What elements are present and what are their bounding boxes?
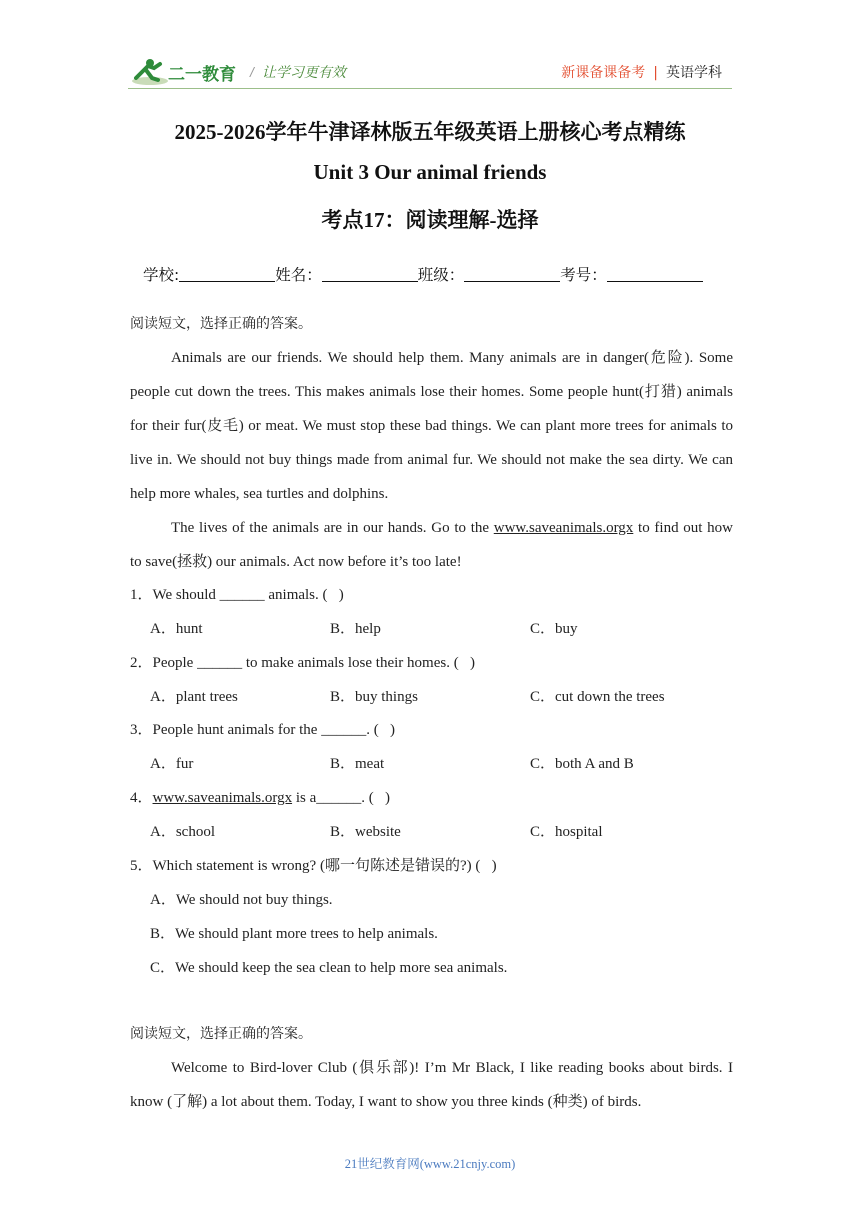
instruction-2: 阅读短文，选择正确的答案。 [130, 1026, 312, 1042]
student-info-row [143, 263, 703, 285]
logo-text: 二一教育 [168, 65, 236, 85]
q2-option-a[interactable]: A．plant trees [150, 689, 238, 705]
class-field[interactable] [464, 267, 560, 282]
passage1-line: live in. We should not buy things made from animal fur. We should not make the sea dirty. We can [130, 452, 733, 468]
passage1-line: Animals are our friends. We should help them. Many animals are in danger(危险). Some [171, 350, 733, 366]
q2-option-b[interactable]: B．buy things [330, 689, 418, 705]
class-label: 班级： [417, 266, 465, 284]
passage1-line: The lives of the animals are in our hands. Go to the www.saveanimals.orgx to find out how [171, 520, 733, 536]
passage1-line: to save(拯救) our animals. Act now before it’s too late! [130, 554, 462, 570]
page-footer: 21世纪教育网(www.21cnjy.com) [344, 1157, 516, 1171]
website-link[interactable]: www.saveanimals.orgx [493, 520, 634, 536]
q3-option-a[interactable]: A．fur [150, 756, 194, 772]
number-label: 考号： [560, 266, 607, 284]
number-field[interactable] [607, 267, 703, 282]
brand-tag-label: 新课备课备考 [561, 65, 646, 81]
q5-option-b[interactable]: B．We should plant more trees to help animals. [150, 926, 438, 942]
name-label: 姓名： [275, 266, 322, 284]
q2-option-c[interactable]: C．cut down the trees [530, 689, 665, 705]
q3-option-b[interactable]: B．meat [330, 756, 385, 772]
question-2-stem: 2．People ______ to make animals lose their homes. ( ) [130, 655, 475, 671]
q1-option-b[interactable]: B．help [330, 621, 381, 637]
brand-separator: | [653, 65, 658, 81]
q4-option-c[interactable]: C．hospital [530, 824, 603, 840]
q4-option-a[interactable]: A．school [150, 824, 215, 840]
question-4-stem: 4．www.saveanimals.orgx is a______. ( ) [130, 790, 390, 806]
instruction-1: 阅读短文，选择正确的答案。 [130, 316, 312, 332]
q3-option-c[interactable]: C．both A and B [530, 756, 634, 772]
q1-option-c[interactable]: C．buy [530, 621, 578, 637]
passage2-line: Welcome to Bird-lover Club (俱乐部)! I’m Mr Black, I like reading books about birds. I [171, 1060, 733, 1076]
question-1-stem: 1．We should ______ animals. ( ) [130, 587, 344, 603]
question-5-stem: 5．Which statement is wrong? (哪一句陈述是错误的?) ( ) [130, 858, 497, 874]
school-field[interactable] [179, 267, 275, 282]
header-divider [128, 88, 732, 89]
school-label: 学校: [143, 266, 180, 284]
brand-tag [561, 62, 722, 82]
q5-option-c[interactable]: C．We should keep the sea clean to help more sea animals. [150, 960, 508, 976]
unit-title: Unit 3 Our animal friends [313, 160, 547, 184]
page-header [128, 52, 732, 90]
question-4-link[interactable]: www.saveanimals.orgx [152, 790, 293, 806]
passage1-line: help more whales, sea turtles and dolphins. [130, 486, 389, 502]
logo-icon [130, 56, 240, 88]
passage1-line: people cut down the trees. This makes animals lose their homes. Some people hunt(打猎) animals [130, 384, 733, 400]
q1-option-a[interactable]: A．hunt [150, 621, 203, 637]
subject-label: 英语学科 [666, 65, 722, 81]
passage2-line: know (了解) a lot about them. Today, I want to show you three kinds (种类) of birds. [130, 1094, 642, 1110]
passage1-line: for their fur(皮毛) or meat. We must stop these bad things. We can plant more trees for animals to [130, 418, 733, 434]
q5-option-a[interactable]: A．We should not buy things. [150, 892, 333, 908]
q4-option-b[interactable]: B．website [330, 824, 401, 840]
page-title: 2025-2026学年牛津译林版五年级英语上册核心考点精练 [174, 120, 686, 144]
slogan: / 让学习更有效 [250, 64, 346, 80]
question-3-stem: 3．People hunt animals for the ______. ( ) [130, 722, 395, 738]
topic-title: 考点17：阅读理解-选择 [321, 208, 539, 232]
name-field[interactable] [322, 267, 418, 282]
